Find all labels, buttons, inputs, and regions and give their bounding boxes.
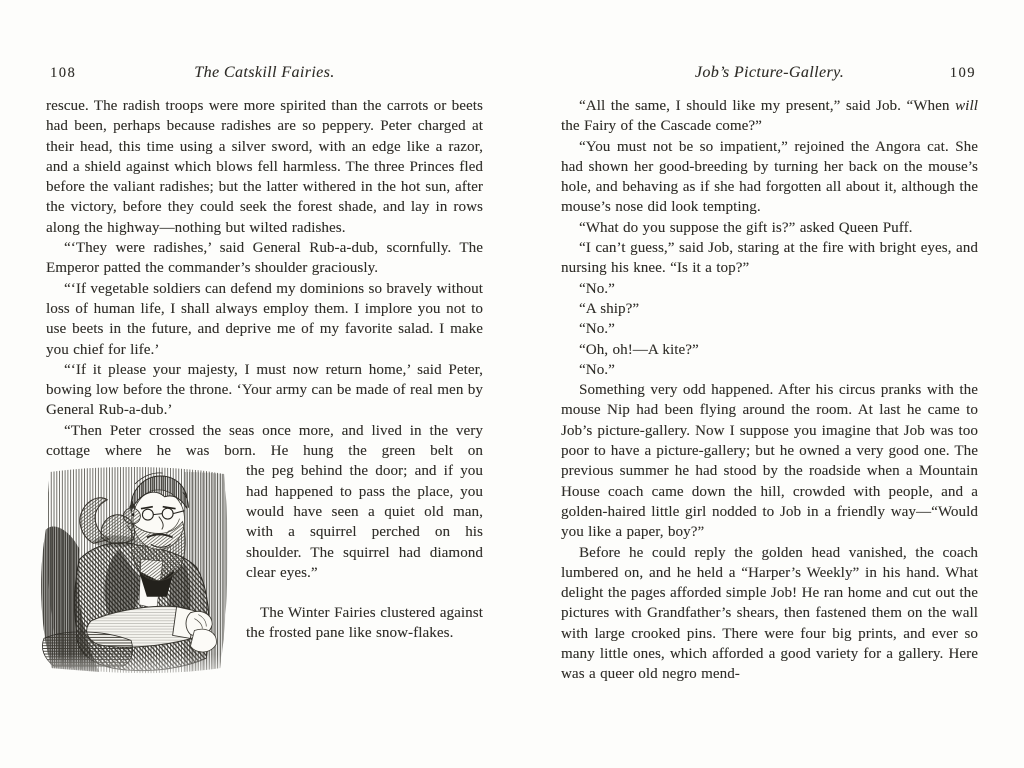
emphasized-word: will (955, 98, 978, 114)
dialogue-line: “A ship?” (579, 300, 640, 317)
page-header-right (561, 64, 978, 84)
paragraph: “Then Peter crossed the seas once more, and lived in the very cottage where he was born. He hung the green belt on (46, 422, 483, 460)
old-man-squirrel-illustration (36, 464, 234, 690)
page-left (46, 64, 483, 692)
paragraph: “I can’t guess,” said Job, staring at the fire with bright eyes, and nursing his knee. “Is it a top?” (561, 240, 978, 277)
engraving-svg (36, 464, 234, 690)
dialogue-line: “No.” (579, 361, 615, 378)
paragraph: “‘If it please your majesty, I must now return home,’ said Peter, bowing low before the throne. ‘Your army can be made of real men by General Rub-a-dub.’ (46, 361, 483, 419)
paragraph: rescue. The radish troops were more spirited than the carrots or beets had been, perhaps because radishes are so peppery. Peter charged at their head, this time using a silver sword, with an edge like a razor, and a shield against which blows fell harmless. The three Princes fled before the valiant radishes; but the latter withered in the hot sun, after the victory, before they could seek the forest shade, and lay in rows along the highway—nothing but wilted radishes. (46, 98, 483, 236)
dialogue-line: “Oh, oh!—A kite?” (579, 341, 699, 358)
paragraph: “What do you suppose the gift is?” asked Queen Puff. (579, 219, 913, 236)
page-number-left: 108 (50, 65, 77, 81)
paragraph: The Winter Fairies clustered against the frosted pane like snow-flakes. (246, 605, 483, 642)
page-right (561, 64, 978, 685)
right-page-text (561, 96, 978, 685)
running-title-left: The Catskill Fairies. (194, 64, 335, 81)
page-header-left (46, 64, 483, 84)
paragraph-text: the Fairy of the Cascade come?” (561, 118, 762, 135)
running-title-right: Job’s Picture-Gallery. (694, 64, 845, 81)
dialogue-line: “No.” (579, 280, 615, 297)
page-number-right: 109 (949, 65, 976, 81)
paragraph (561, 96, 978, 137)
left-page-text (46, 96, 483, 644)
dialogue-line: “No.” (579, 321, 615, 338)
paragraph: Before he could reply the golden head vanished, the coach lumbered on, and he held a “Harper’s Weekly” in his hand. What delight the pages afforded simple Job! He ran home and cut out the pictures with Grandfather’s shears, then fastened them on the wall with large crooked pins. There were four big prints, and ever so many little ones, which afforded a good variety for a gallery. Here was a queer old negro mend- (561, 544, 978, 683)
paragraph: “‘They were radishes,’ said General Rub-a-dub, scornfully. The Emperor patted the commander’s shoulder graciously. (46, 240, 483, 277)
paragraph-text: “All the same, I should like my present,” said Job. “When (579, 98, 956, 114)
paragraph: Something very odd happened. After his circus pranks with the mouse Nip had been flying around the room. At last he came to Job’s picture-gallery. Now I suppose you imagine that Job was too poor to have a picture-gallery; but he owned a very good one. The previous summer he had stood by the roadside when a Mountain House coach came down the hill, crowded with people, and a golden-haired little girl nodded to Job in a friendly way—“Would you like a paper, boy?” (561, 382, 978, 541)
paragraph: “‘If vegetable soldiers can defend my dominions so bravely without loss of human life, I shall always employ them. I implore you not to use beets in the future, and deprive me of my favorite salad. I make you chief for life.’ (46, 280, 483, 358)
paragraph: “You must not be so impatient,” rejoined the Angora cat. She had shown her good-breeding by turning her back on the mouse’s hole, and behaving as if she had forgotten all about it, although the mouse’s nose did look tempting. (561, 138, 978, 216)
paragraph: the peg behind the door; and if you had happened to pass the place, you would have seen a quiet old man, with a squirrel perched on his shoulder. The squirrel had diamond clear eyes.” (246, 463, 483, 581)
